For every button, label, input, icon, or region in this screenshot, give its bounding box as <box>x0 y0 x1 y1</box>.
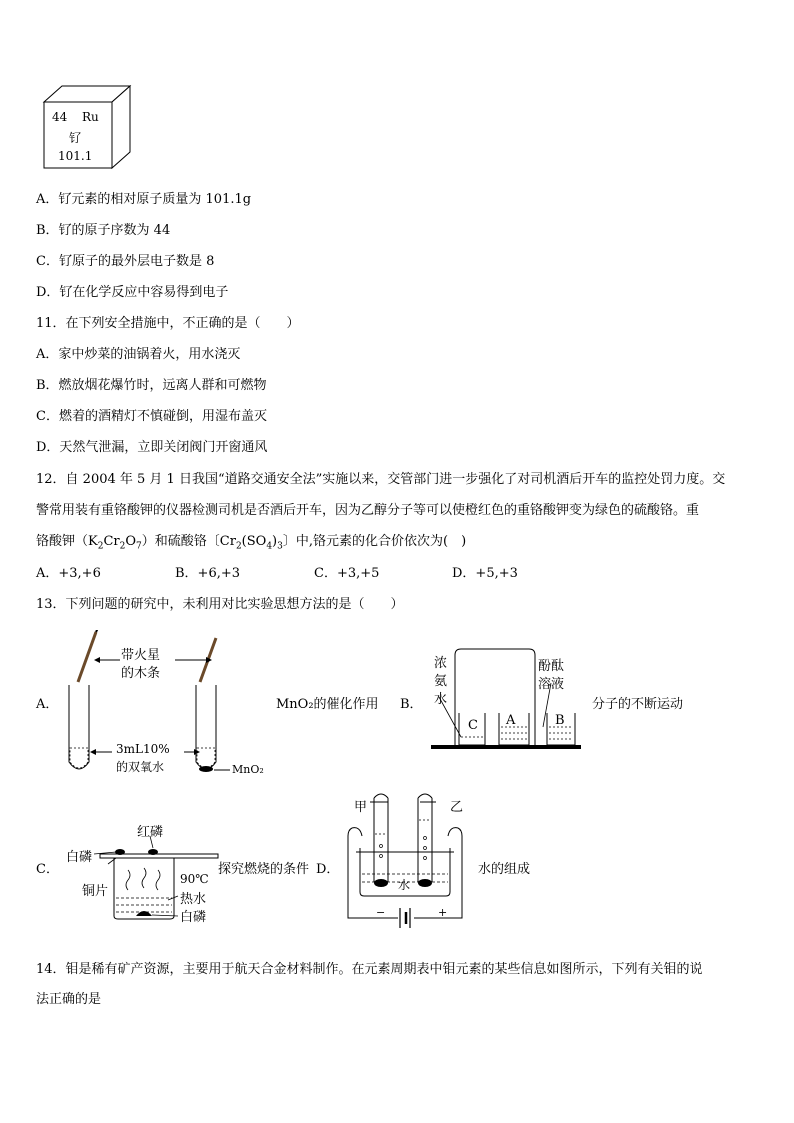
element-name: 钌 <box>69 131 82 145</box>
q13-b-letter: B． <box>400 697 423 712</box>
q13-a-diagram <box>60 630 275 780</box>
q13-b-phenol-1: 酚酞 <box>538 659 565 674</box>
q13-a-letter: A． <box>36 697 59 712</box>
q12-option-a: A．+3,+6 <box>36 566 101 581</box>
q13-d-plus: + <box>438 906 448 919</box>
q11-stem: 11．在下列安全措施中，不正确的是（ ） <box>36 316 300 331</box>
q13-d-tube-right: 乙 <box>450 800 464 815</box>
q13-b-caption: 分子的不断运动 <box>592 697 684 712</box>
q13-d-letter: D． <box>316 862 340 877</box>
element-mass: 101.1 <box>58 149 93 163</box>
q11-option-b: B．燃放烟花爆竹时，远离人群和可燃物 <box>36 378 267 393</box>
q13-c-hot-water: 热水 <box>180 892 207 907</box>
q12-option-b: B．+6,+3 <box>175 566 241 581</box>
q13-b-phenol-2: 溶液 <box>538 677 565 692</box>
q13-d-caption: 水的组成 <box>478 862 531 877</box>
q10-option-d: D．钌在化学反应中容易得到电子 <box>36 285 229 300</box>
q13-d-water: 水 <box>398 878 411 892</box>
q13-a-caption: MnO₂的催化作用 <box>276 697 379 712</box>
q12-option-d: D．+5,+3 <box>452 566 518 581</box>
q11-option-c: C．燃着的酒精灯不慎碰倒，用湿布盖灭 <box>36 409 267 424</box>
element-cube <box>42 84 132 170</box>
q12-option-c: C．+3,+5 <box>314 566 380 581</box>
q13-c-copper: 铜片 <box>82 884 109 899</box>
q13-b-beaker-c: C <box>468 718 478 733</box>
q13-b-beaker-b: B <box>555 713 565 728</box>
q14-line-1: 14．钼是稀有矿产资源，主要用于航天合金材料制作。在元素周期表中钼元素的某些信息如图所示，下列有关钼的说 <box>36 962 703 977</box>
q13-c-red-p: 红磷 <box>137 825 164 840</box>
q10-option-c: C．钌原子的最外层电子数是 8 <box>36 254 215 269</box>
q13-c-temp: 90℃ <box>180 872 209 886</box>
q13-a-splint-label-2: 的木条 <box>121 666 161 681</box>
q13-c-caption: 探究燃烧的条件 <box>218 862 310 877</box>
q10-option-a: A．钌元素的相对原子质量为 101.1g <box>36 192 252 207</box>
q13-a-solution-1: 3mL10% <box>116 742 170 756</box>
q13-b-ammonia-3: 水 <box>434 692 448 707</box>
q13-b-ammonia-1: 浓 <box>434 656 448 671</box>
q12-line-1: 12．自 2004 年 5 月 1 日我国“道路交通安全法”实施以来，交管部门进一步强化了对司机酒后开车的监控处罚力度。交 <box>36 472 726 487</box>
q13-d-tube-left: 甲 <box>354 800 368 815</box>
q11-option-d: D．天然气泄漏，立即关闭阀门开窗通风 <box>36 440 268 455</box>
element-number: 44 <box>52 110 68 124</box>
q11-option-a: A．家中炒菜的油锅着火，用水浇灭 <box>36 347 241 362</box>
q13-a-solution-2: 的双氧水 <box>116 760 165 774</box>
q10-option-b: B．钌的原子序数为 44 <box>36 223 171 238</box>
q13-b-ammonia-2: 氨 <box>434 674 448 689</box>
q14-line-2: 法正确的是 <box>36 992 102 1007</box>
q13-b-beaker-a: A <box>506 713 516 728</box>
q13-stem: 13．下列问题的研究中，未利用对比实验思想方法的是（ ） <box>36 597 404 612</box>
q13-c-letter: C． <box>36 862 59 877</box>
q13-b-diagram <box>425 645 590 755</box>
q13-c-white-p-top: 白磷 <box>66 850 93 865</box>
q13-c-white-p-bottom: 白磷 <box>180 910 207 925</box>
q13-a-catalyst: MnO₂ <box>232 763 264 776</box>
element-symbol: Ru <box>82 110 99 124</box>
q13-a-splint-label-1: 带火星 <box>121 648 161 663</box>
q12-line-3: 铬酸钾$(K_2Cr_2O_7)$和硫酸铬〔$Cr_2(SO_4)_3$〕中,铬元素的化合价依次为( ) <box>36 534 467 552</box>
q13-d-minus: − <box>376 906 386 919</box>
q12-line-2: 警常用装有重铬酸钾的仪器检测司机是否酒后开车，因为乙醇分子等可以使橙红色的重铬酸钾变为绿色的硫酸铬。重 <box>36 503 700 518</box>
